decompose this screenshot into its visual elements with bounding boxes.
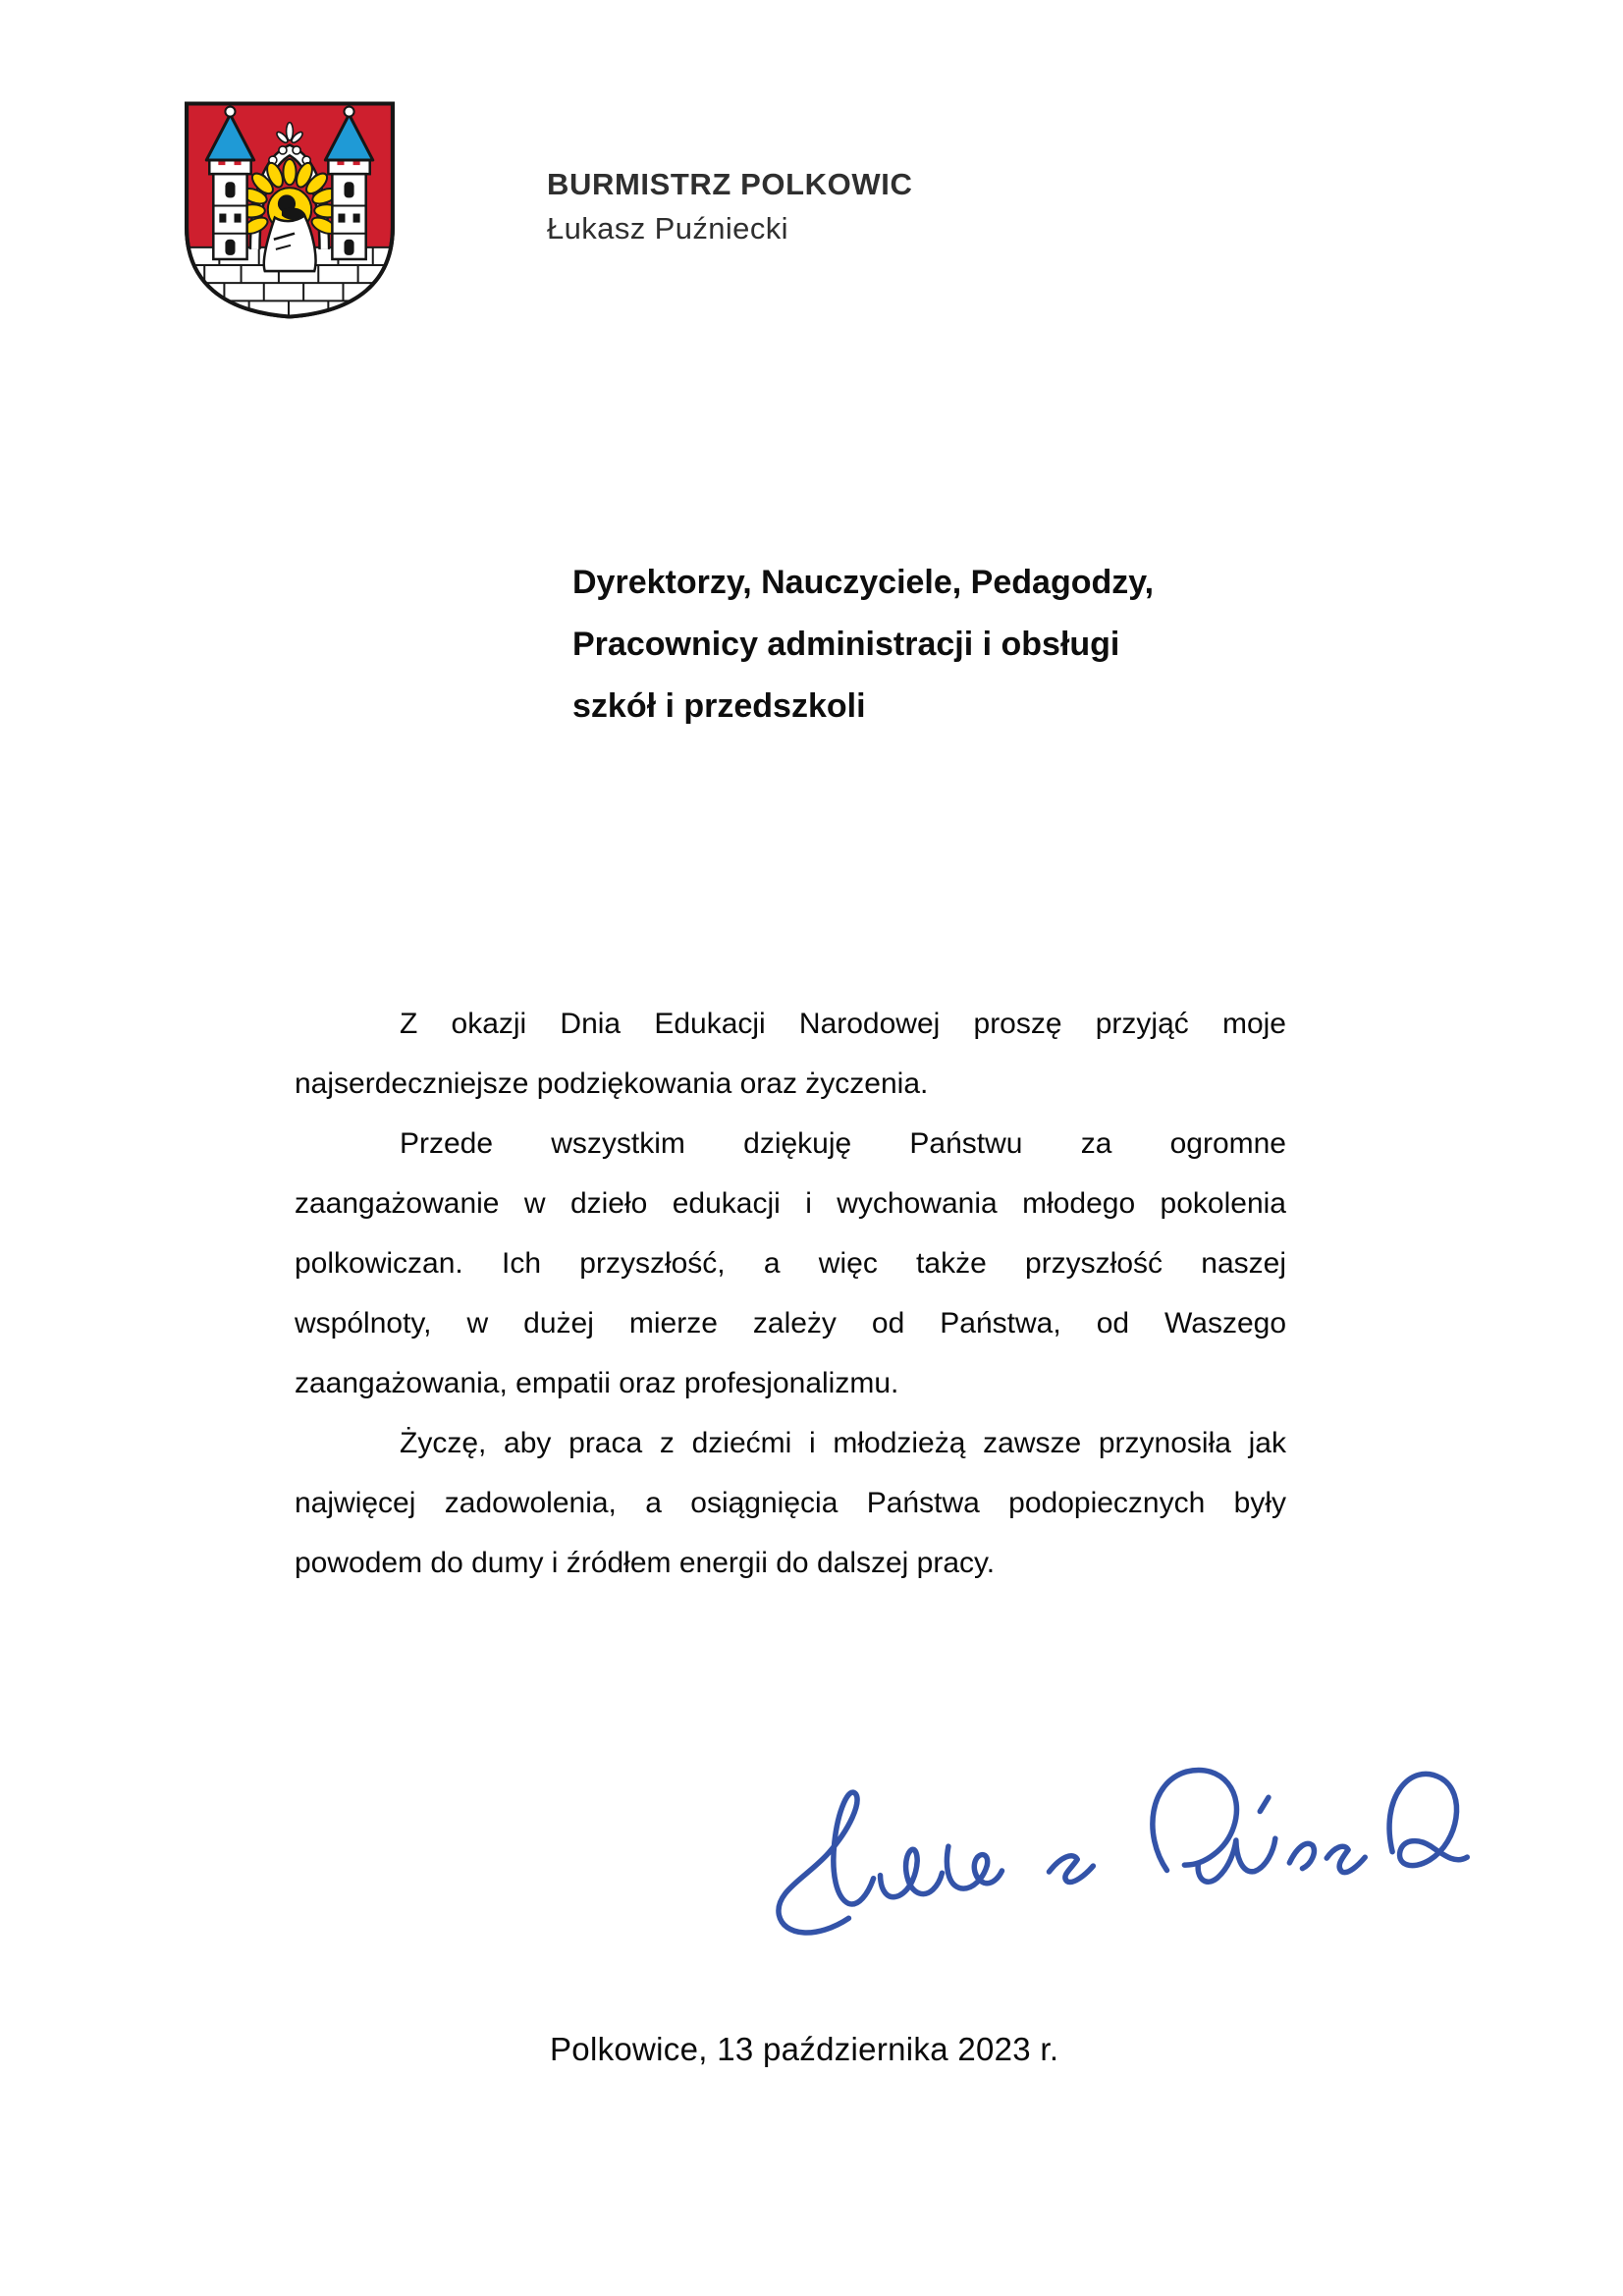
addressee-line: Dyrektorzy, Nauczyciele, Pedagodzy, — [572, 564, 1155, 601]
body-line: powodem do dumy i źródłem energii do dalszej pracy. — [295, 1547, 996, 1579]
body-line: zaangażowanie w dzieło edukacji i wychowania młodego pokolenia — [295, 1187, 1286, 1220]
mayor-name: Łukasz Puźniecki — [547, 211, 788, 246]
signature-handwriting — [752, 1742, 1488, 1954]
addressee-line: szkół i przedszkoli — [572, 687, 866, 725]
body-line: zaangażowania, empatii oraz profesjonalizmu. — [295, 1367, 899, 1399]
body-line: najwięcej zadowolenia, a osiągnięcia Państwa podopiecznych były — [295, 1487, 1286, 1519]
body-line: Przede wszystkim dziękuję Państwu za ogromne — [400, 1127, 1286, 1160]
signature-strokes — [776, 1765, 1468, 1934]
polkowice-coat-of-arms — [180, 96, 400, 324]
letter-body — [295, 994, 1286, 1593]
addressee-block — [572, 552, 1154, 738]
office-title: BURMISTRZ POLKOWIC — [547, 167, 913, 201]
letterhead — [547, 167, 912, 246]
body-line: Życzę, aby praca z dziećmi i młodzieżą zawsze przynosiła jak — [400, 1427, 1286, 1459]
place-and-date: Polkowice, 13 października 2023 r. — [550, 2031, 1059, 2067]
body-line: polkowiczan. Ich przyszłość, a więc także przyszłość naszej — [295, 1247, 1286, 1280]
body-line: najserdeczniejsze podziękowania oraz życzenia. — [295, 1067, 929, 1100]
addressee-line: Pracownicy administracji i obsługi — [572, 626, 1120, 663]
body-line: wspólnoty, w dużej mierze zależy od Państwa, od Waszego — [295, 1307, 1286, 1339]
body-line: Z okazji Dnia Edukacji Narodowej proszę przyjąć moje — [400, 1008, 1286, 1040]
